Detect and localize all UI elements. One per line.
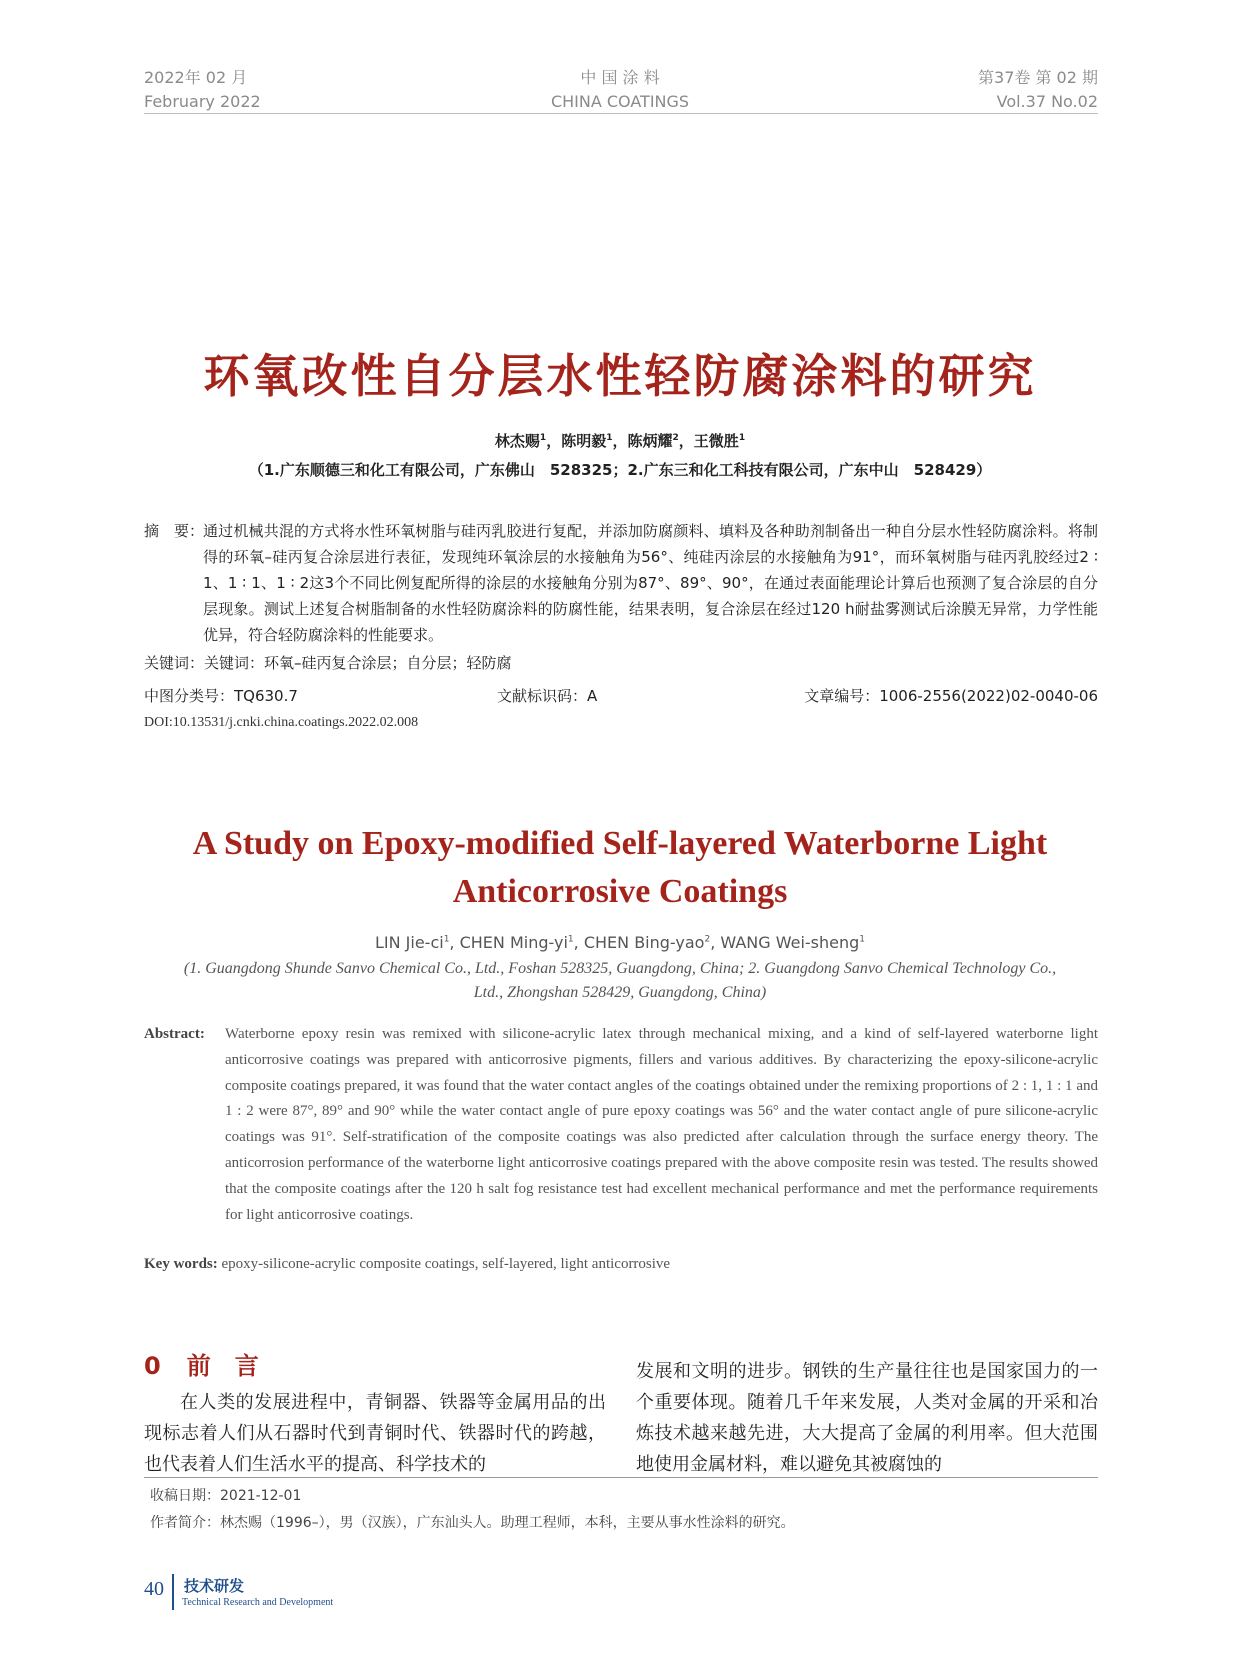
author-separator: ， — [678, 432, 694, 450]
footnote-divider — [144, 1477, 1098, 1478]
footnote-author-bio: 作者简介：林杰赐（1996–），男（汉族），广东汕头人。助理工程师，本科，主要从事水性涂料的研究。 — [150, 1515, 795, 1531]
author-separator: , — [573, 933, 584, 952]
abstract-label-en: Abstract: — [144, 1026, 205, 1042]
keywords-text-en: epoxy-silicone-acrylic composite coatings, self-layered, light anticorrosive — [217, 1256, 671, 1272]
keywords-label-en: Key words: — [144, 1256, 218, 1272]
author-separator: , — [710, 933, 721, 952]
author-cn: 陈炳耀 — [627, 432, 673, 450]
footer-bar — [172, 1574, 174, 1610]
author-en: CHEN Ming-yi — [459, 933, 568, 952]
abstract-text-en: Waterborne epoxy resin was remixed with silicone-acrylic latex through mechanical mixing, and a kind of self-layered waterborne light anticorrosive coatings was prepared with anticorrosive pigments, fillers and various additives. By characterizing the epoxy-silicone-acrylic composite coatings prepared, it was found that the water contact angles of the coatings obtained under the remixing proportions of 2 : 1, 1 : 1 and 1 : 2 were 87°, 89° and 90° while the water contact angle of pure epoxy coatings was 56° and the water contact angle of pure silicone-acrylic coatings was 91°. Self-stratification of the composite coatings was also predicted after calculation through the surface energy theory. The anticorrosion performance of the waterborne light anticorrosive coatings prepared with the above composite resin was tested. The results showed that the composite coatings after the 120 h salt fog resistance test had excellent mechanical performance and met the performance requirements for light anticorrosive coatings. — [225, 1026, 1098, 1223]
keywords-en — [144, 1256, 670, 1273]
paper-title-en — [0, 820, 1240, 916]
abstract-label-cn: 摘 要： — [144, 522, 205, 540]
authors-en — [0, 933, 1240, 952]
author-separator: ， — [546, 432, 562, 450]
article-number: 文章编号：1006-2556(2022)02-0040-06 — [804, 687, 1098, 705]
header-date-en: February 2022 — [144, 92, 261, 111]
author-affil-mark: 1 — [539, 433, 547, 443]
author-affil-mark: 1 — [606, 433, 613, 443]
section-title: 前 言 — [186, 1352, 259, 1380]
section-number: 0 — [144, 1352, 161, 1380]
author-separator: ， — [612, 432, 628, 450]
body-column-right: 发展和文明的进步。钢铁的生产量往往也是国家国力的一个重要体现。随着几千年来发展，人类对金属的开采和冶炼技术越来越先进，大大提高了金属的利用率。但大范围地使用金属材料，难以避免其被腐蚀的 — [636, 1361, 1098, 1474]
author-affil-mark: 2 — [704, 934, 711, 945]
footer-section-cn: 技术研发 — [184, 1577, 245, 1595]
header-divider — [144, 113, 1098, 114]
paper-title-en-line2: Anticorrosive Coatings — [452, 873, 788, 910]
author-en: WANG Wei-sheng — [720, 933, 860, 952]
header-volume-cn: 第37卷 第 02 期 — [978, 68, 1098, 87]
author-cn: 王微胜 — [693, 432, 739, 450]
document-code: 文献标识码：A — [497, 687, 598, 705]
author-affil-mark: 1 — [738, 433, 746, 443]
author-en: LIN Jie-ci — [374, 933, 444, 952]
author-affil-mark: 1 — [859, 934, 866, 945]
author-cn: 林杰赐 — [494, 432, 540, 450]
keywords-cn: 关键词：关键词：环氧–硅丙复合涂层；自分层；轻防腐 — [144, 654, 512, 672]
header-volume-en: Vol.37 No.02 — [996, 92, 1098, 111]
body-column-left: 在人类的发展进程中，青铜器、铁器等金属用品的出现标志着人们从石器时代到青铜时代、铁器时代的跨越，也代表着人们生活水平的提高、科学技术的 — [144, 1392, 606, 1474]
header-date-cn: 2022年 02 月 — [144, 68, 248, 87]
doi[interactable]: DOI:10.13531/j.cnki.china.coatings.2022.02.008 — [144, 715, 419, 730]
affiliation-cn: （1.广东顺德三和化工有限公司，广东佛山 528325；2.广东三和化工科技有限公司，广东中山 528429） — [248, 461, 992, 479]
header-journal-cn: 中 国 涂 料 — [580, 68, 660, 87]
classification-number: 中图分类号：TQ630.7 — [144, 687, 298, 705]
author-affil-mark: 2 — [672, 433, 679, 443]
page-number: 40 — [144, 1578, 164, 1600]
header-volume — [978, 66, 1098, 114]
affiliation-en: (1. Guangdong Shunde Sanvo Chemical Co., Ltd., Foshan 528325, Guangdong, China; 2. Guangdong Sanvo Chemical Technology Co., Ltd., Zhongshan 528429, Guangdong, China) — [183, 960, 1057, 1001]
footnote-received-date: 收稿日期：2021-12-01 — [150, 1488, 302, 1504]
author-cn: 陈明毅 — [561, 432, 607, 450]
footer-section-en: Technical Research and Development — [182, 1597, 334, 1608]
author-en: CHEN Bing-yao — [583, 933, 705, 952]
author-affil-mark: 1 — [567, 934, 574, 945]
abstract-text-cn: 通过机械共混的方式将水性环氧树脂与硅丙乳胶进行复配，并添加防腐颜料、填料及各种助剂制备出一种自分层水性轻防腐涂料。将制得的环氧–硅丙复合涂层进行表征，发现纯环氧涂层的水接触角为56°、纯硅丙涂层的水接触角为91°，而环氧树脂与硅丙乳胶经过2 ∶ 1、1 ∶ 1、1 ∶ 2这3个不同比例复配所得的涂层的水接触角分别为87°、89°、90°，在通过表面能理论计算后也预测了复合涂层的自分层现象。测试上述复合树脂制备的水性轻防腐涂料的防腐性能，结果表明，复合涂层在经过120 h耐盐雾测试后涂膜无异常，力学性能优异，符合轻防腐涂料的性能要求。 — [203, 522, 1098, 644]
paper-title-en-line1: A Study on Epoxy-modified Self-layered Waterborne Light — [192, 825, 1048, 862]
author-separator: , — [449, 933, 460, 952]
author-affil-mark: 1 — [443, 934, 450, 945]
authors-cn — [0, 430, 1240, 451]
header-journal-en: CHINA COATINGS — [550, 92, 690, 111]
section-heading — [144, 1346, 259, 1381]
paper-title-cn: 环氧改性自分层水性轻防腐涂料的研究 — [203, 349, 1037, 403]
